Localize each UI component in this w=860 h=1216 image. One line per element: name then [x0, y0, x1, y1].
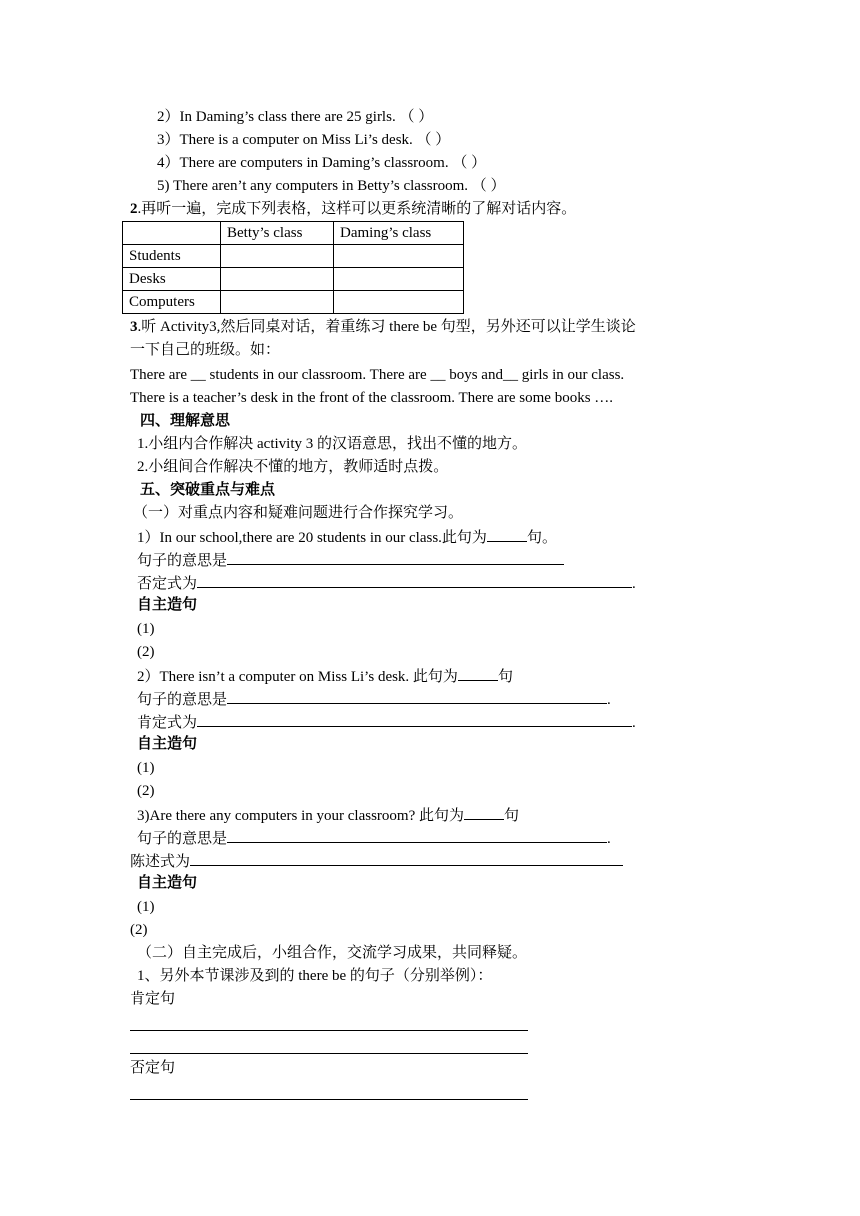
- sentence-2-transform: [137, 712, 636, 732]
- sentence-1-meaning: [137, 550, 564, 570]
- period: .: [607, 831, 611, 847]
- sentence-1-suffix: 句。: [526, 530, 557, 546]
- sentence-3-suffix: 句: [504, 808, 520, 824]
- section-4-title: 四、理解意思: [140, 413, 231, 429]
- make-sentence-1: (1): [137, 760, 155, 776]
- example-sentence-1: There are __ students in our classroom. There are __ boys and__ girls in our class.: [130, 367, 625, 383]
- tf-item-2: 2）In Daming’s class there are 25 girls. （ ）: [157, 109, 434, 125]
- table-cell[interactable]: [334, 291, 464, 314]
- blank-line[interactable]: [227, 689, 607, 704]
- answer-line[interactable]: [130, 1030, 528, 1031]
- sub-section-1-title: （一）对重点内容和疑难问题进行合作探究学习。: [133, 505, 464, 521]
- table-header-cell: Daming’s class: [334, 222, 464, 245]
- meaning-label: 句子的意思是: [137, 692, 228, 708]
- question-2-number: 2: [130, 201, 138, 217]
- question-3-text: .听 Activity3,然后同桌对话，着重练习 there be 句型，另外还可以让学生谈论: [137, 319, 636, 335]
- tf-item-5: 5) There aren’t any computers in Betty’s classroom. （ ）: [157, 178, 506, 194]
- section-4-item-2: 2.小组间合作解决不懂的地方，教师适时点拨。: [137, 459, 449, 475]
- question-2: [130, 200, 576, 218]
- period: .: [632, 715, 636, 731]
- question-3-line2: 一下自己的班级。如：: [130, 342, 281, 358]
- positive-label: 肯定句: [130, 991, 176, 1007]
- sentence-3-text: 3)Are there any computers in your classroom? 此句为: [137, 808, 464, 824]
- sub-section-2-item-1: 1、另外本节课涉及到的 there be 的句子（分别举例）：: [137, 968, 493, 984]
- sentence-2-suffix: 句: [497, 669, 513, 685]
- table-cell[interactable]: [334, 268, 464, 291]
- table-row-label: Students: [123, 245, 221, 268]
- table-row: [123, 245, 464, 268]
- answer-line[interactable]: [130, 1099, 528, 1100]
- make-sentence-2: (2): [130, 922, 148, 938]
- table-cell[interactable]: [221, 291, 334, 314]
- question-3: [130, 318, 636, 336]
- make-sentence-1: (1): [137, 899, 155, 915]
- period: .: [607, 692, 611, 708]
- sentence-3-meaning: [137, 828, 611, 848]
- transform-label: 肯定式为: [137, 715, 198, 731]
- meaning-label: 句子的意思是: [137, 553, 228, 569]
- meaning-label: 句子的意思是: [137, 831, 228, 847]
- make-sentence-2: (2): [137, 644, 155, 660]
- blank-line[interactable]: [197, 573, 632, 588]
- tf-item-4: 4）There are computers in Daming’s classroom. （ ）: [157, 155, 487, 171]
- period: .: [632, 576, 636, 592]
- blank-line[interactable]: [487, 527, 527, 542]
- blank-line[interactable]: [458, 666, 498, 681]
- example-sentence-2: There is a teacher’s desk in the front of the classroom. There are some books ….: [130, 390, 614, 406]
- make-sentences-label: 自主造句: [137, 736, 198, 752]
- sentence-3: [137, 805, 519, 825]
- answer-line[interactable]: [130, 1053, 528, 1054]
- table-header-cell: Betty’s class: [221, 222, 334, 245]
- negative-label: 否定句: [130, 1060, 176, 1076]
- table-row: [123, 268, 464, 291]
- table-cell[interactable]: [334, 245, 464, 268]
- make-sentence-1: (1): [137, 621, 155, 637]
- blank-line[interactable]: [227, 828, 607, 843]
- blank-line[interactable]: [190, 851, 623, 866]
- blank-line[interactable]: [197, 712, 632, 727]
- sentence-1-text: 1）In our school,there are 20 students in our class.此句为: [137, 530, 487, 546]
- transform-label: 陈述式为: [130, 854, 191, 870]
- question-2-text: .再听一遍，完成下列表格，这样可以更系统清晰的了解对话内容。: [137, 201, 577, 217]
- transform-label: 否定式为: [137, 576, 198, 592]
- table-header-row: [123, 222, 464, 245]
- table-cell[interactable]: [221, 245, 334, 268]
- sentence-1-transform: [137, 573, 636, 593]
- sentence-2-meaning: [137, 689, 611, 709]
- section-4-item-1: 1.小组内合作解决 activity 3 的汉语意思，找出不懂的地方。: [137, 436, 527, 452]
- class-table: [122, 221, 464, 314]
- sentence-2-text: 2）There isn’t a computer on Miss Li’s desk. 此句为: [137, 669, 458, 685]
- table-cell[interactable]: [221, 268, 334, 291]
- sentence-2: [137, 666, 513, 686]
- sentence-1: [137, 527, 557, 547]
- sentence-3-transform: [130, 851, 623, 871]
- table-row-label: Computers: [123, 291, 221, 314]
- question-3-number: 3: [130, 319, 138, 335]
- table-row: [123, 291, 464, 314]
- make-sentences-label: 自主造句: [137, 875, 198, 891]
- blank-line[interactable]: [464, 805, 504, 820]
- table-header-cell: [123, 222, 221, 245]
- blank-line[interactable]: [227, 550, 564, 565]
- tf-item-3: 3）There is a computer on Miss Li’s desk. （ ）: [157, 132, 451, 148]
- sub-section-2-title: （二）自主完成后，小组合作，交流学习成果，共同释疑。: [137, 945, 528, 961]
- section-5-title: 五、突破重点与难点: [140, 482, 276, 498]
- make-sentence-2: (2): [137, 783, 155, 799]
- make-sentences-label: 自主造句: [137, 597, 198, 613]
- table-row-label: Desks: [123, 268, 221, 291]
